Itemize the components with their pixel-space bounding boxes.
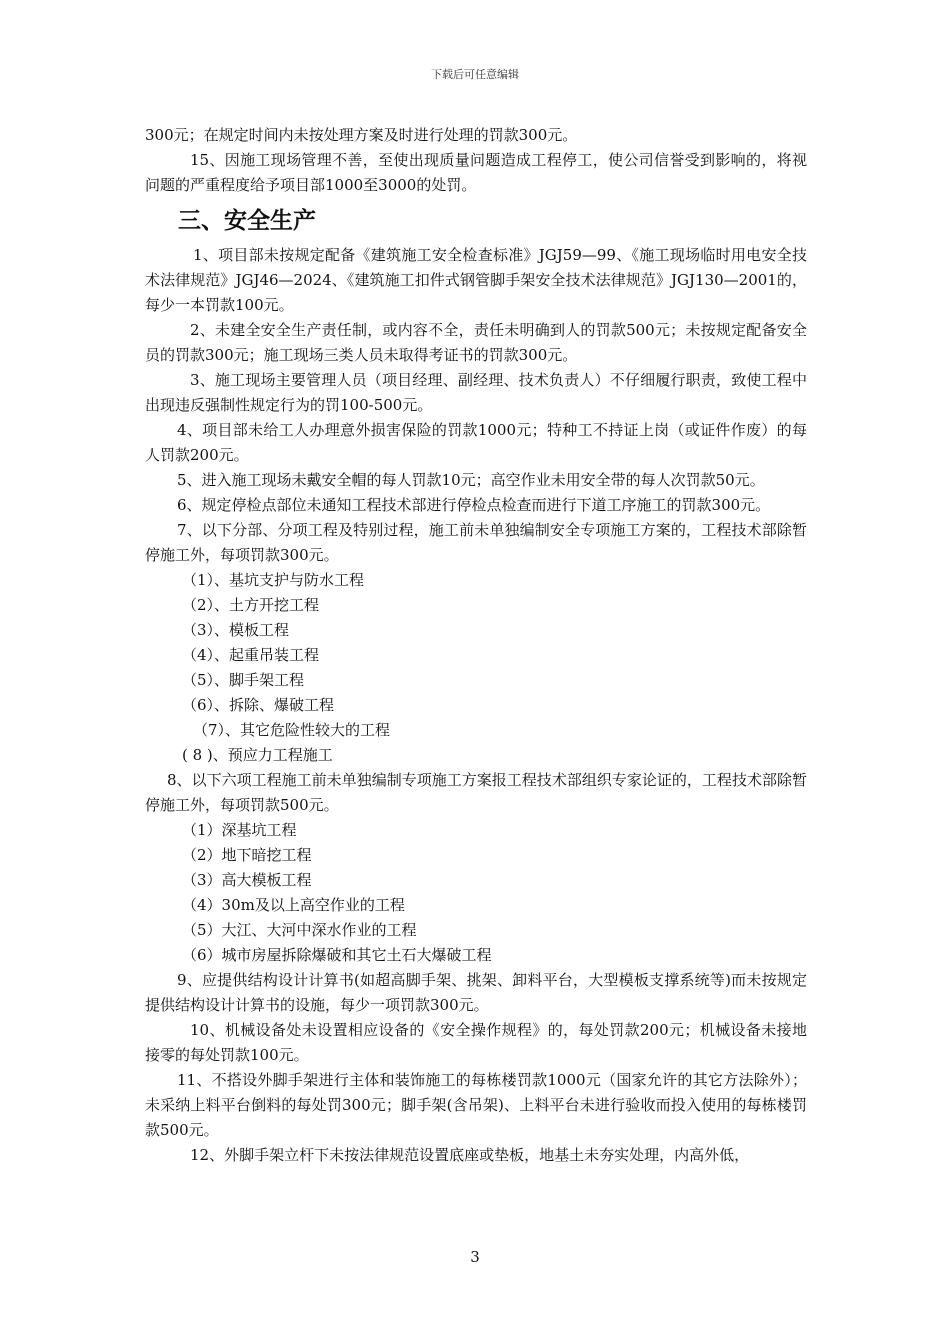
document-body [145,123,807,1168]
paragraph-10: 10、机械设备处未设置相应设备的《安全操作规程》的，每处罚款200元；机械设备未接地接零的每处罚款100元。 [145,1021,807,1064]
list-item: （6）城市房屋拆除爆破和其它土石大爆破工程 [182,946,492,964]
list-item: （6）、拆除、爆破工程 [182,696,335,714]
paragraph-2: 2、未建全安全生产责任制，或内容不全，责任未明确到人的罚款500元；未按规定配备安全员的罚款300元；施工现场三类人员未取得考证书的罚款300元。 [145,321,807,364]
list-item: （3）高大模板工程 [182,871,312,889]
paragraph-1: 1、项目部未按规定配备《建筑施工安全检查标准》JGJ59—99、《施工现场临时用电安全技术法律规范》JGJ46—2024、《建筑施工扣件式钢管脚手架安全技术法律规范》JGJ130—2001的，每少一本罚款100元。 [145,246,807,314]
list-item: （3）、模板工程 [182,621,290,639]
list-item: （1）、基坑支护与防水工程 [182,571,365,589]
paragraph-11: 11、不搭设外脚手架进行主体和装饰施工的每栋楼罚款1000元（国家允许的其它方法除外）；未采纳上料平台倒料的每处罚300元；脚手架(含吊架)、上料平台未进行验收而投入使用的每栋楼罚款500元。 [145,1071,807,1139]
list-item: （5）大江、大河中深水作业的工程 [182,921,417,939]
paragraph-14-tail: 300元；在规定时间内未按处理方案及时进行处理的罚款300元。 [145,126,578,144]
paragraph-8-list [145,818,807,968]
list-item: （2）地下暗挖工程 [182,846,312,864]
list-item: （1）深基坑工程 [182,821,297,839]
list-item: （4）30m及以上高空作业的工程 [182,896,405,914]
paragraph-6: 6、规定停检点部位未通知工程技术部进行停检点检查而进行下道工序施工的罚款300元。 [177,496,771,514]
paragraph-3: 3、施工现场主要管理人员（项目经理、副经理、技术负责人）不仔细履行职责，致使工程中出现违反强制性规定行为的罚100-500元。 [145,371,807,414]
paragraph-7-list [145,568,807,768]
section-heading-safety: 三、安全生产 [178,208,316,234]
paragraph-12: 12、外脚手架立杆下未按法律规范设置底座或垫板，地基土未夯实处理，内高外低， [190,1146,750,1164]
paragraph-5: 5、进入施工现场未戴安全帽的每人罚款10元；高空作业未用安全带的每人次罚款50元。 [177,471,765,489]
paragraph-4: 4、项目部未给工人办理意外损害保险的罚款1000元；特种工不持证上岗（或证件作废）的每人罚款200元。 [145,421,807,464]
paragraph-8: 8、以下六项工程施工前未单独编制专项施工方案报工程技术部组织专家论证的，工程技术部除暂停施工外，每项罚款500元。 [145,771,807,814]
paragraph-9: 9、应提供结构设计计算书(如超高脚手架、挑架、卸料平台，大型模板支撑系统等)而未按规定提供结构设计计算书的设施，每少一项罚款300元。 [145,971,807,1014]
list-item: （4）、起重吊装工程 [182,646,320,664]
list-item: ( 8 )、预应力工程施工 [182,746,333,764]
paragraph-7: 7、以下分部、分项工程及特别过程，施工前未单独编制安全专项施工方案的，工程技术部除暂停施工外，每项罚款300元。 [145,521,807,564]
paragraph-15: 15、因施工现场管理不善，至使出现质量问题造成工程停工，使公司信誉受到影响的，将视问题的严重程度给予项目部1000至3000的处罚。 [145,151,807,194]
page-number: 3 [470,1248,480,1266]
list-item: （5）、脚手架工程 [182,671,305,689]
page-header-note: 下载后可任意编辑 [431,68,519,81]
list-item: （2）、土方开挖工程 [182,596,320,614]
list-item: （7）、其它危险性较大的工程 [193,721,391,739]
